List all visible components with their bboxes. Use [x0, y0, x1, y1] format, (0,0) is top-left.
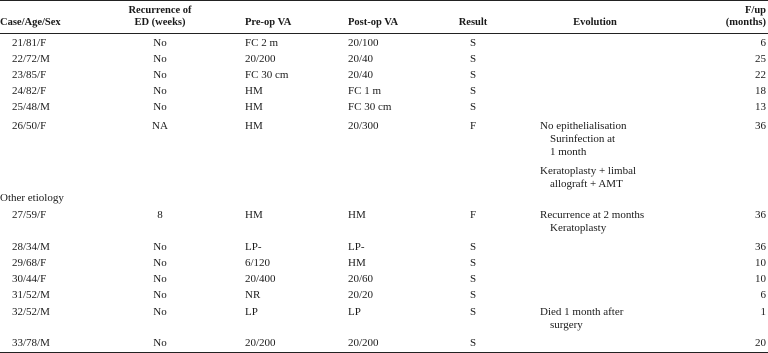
- header-recurrence-line2: ED (weeks): [134, 17, 186, 28]
- cell-postop: FC 1 m: [348, 85, 382, 97]
- header-recurrence-line1: Recurrence of: [128, 5, 192, 16]
- cell-postop: LP: [348, 306, 361, 318]
- cell-case: 23/85/F: [12, 69, 47, 81]
- cell-recurrence: 8: [157, 209, 163, 221]
- cell-result: S: [469, 101, 477, 113]
- cell-case: 31/52/M: [12, 289, 50, 301]
- cell-case: 28/34/M: [12, 241, 50, 253]
- cell-fup: 6: [760, 37, 766, 49]
- header-preop: Pre-op VA: [245, 17, 292, 28]
- cell-fup: 36: [755, 120, 766, 132]
- cell-case: 22/72/M: [12, 53, 50, 65]
- cell-result: S: [469, 337, 477, 349]
- header-fup: [700, 5, 766, 29]
- cell-recurrence: No: [153, 85, 167, 97]
- cell-preop: LP: [245, 306, 258, 318]
- cell-result: F: [469, 209, 477, 221]
- cell-recurrence: No: [153, 101, 167, 113]
- cell-recurrence: NA: [152, 120, 168, 132]
- cell-result: S: [469, 85, 477, 97]
- header-recurrence: [120, 5, 200, 29]
- section-label: Other etiology: [0, 192, 64, 204]
- cell-preop: NR: [245, 289, 261, 301]
- cell-recurrence: No: [153, 53, 167, 65]
- cell-fup: 22: [755, 69, 766, 81]
- cell-fup: 36: [755, 209, 766, 221]
- cell-case: 27/59/F: [12, 209, 47, 221]
- cell-recurrence: No: [153, 273, 167, 285]
- evolution-line: Keratoplasty + limbal: [540, 165, 637, 177]
- cell-fup: 1: [760, 306, 766, 318]
- cell-case: 26/50/F: [12, 120, 47, 132]
- cell-preop: FC 2 m: [245, 37, 279, 49]
- table-top-rule: [0, 0, 768, 1]
- cell-recurrence: No: [153, 69, 167, 81]
- cell-result: S: [469, 69, 477, 81]
- cell-case: 21/81/F: [12, 37, 47, 49]
- cell-preop: LP-: [245, 241, 262, 253]
- cell-result: S: [469, 273, 477, 285]
- cell-fup: 13: [755, 101, 766, 113]
- cell-preop: 6/120: [245, 257, 271, 269]
- cell-preop: HM: [245, 85, 263, 97]
- cell-case: 29/68/F: [12, 257, 47, 269]
- cell-fup: 18: [755, 85, 766, 97]
- evolution-line: 1 month: [550, 146, 587, 158]
- cell-case: 32/52/M: [12, 306, 50, 318]
- header-result: Result: [458, 17, 488, 28]
- cell-fup: 36: [755, 241, 766, 253]
- header-bottom-rule: [0, 33, 768, 34]
- evolution-line: surgery: [550, 319, 583, 331]
- evolution-line: No epithelialisation: [540, 120, 627, 132]
- cell-result: S: [469, 53, 477, 65]
- cell-evolution: [540, 120, 636, 191]
- cell-postop: 20/100: [348, 37, 379, 49]
- evolution-line: Died 1 month after: [540, 306, 624, 318]
- cell-result: S: [469, 257, 477, 269]
- cell-fup: 10: [755, 273, 766, 285]
- cell-postop: HM: [348, 209, 366, 221]
- cell-postop: FC 30 cm: [348, 101, 392, 113]
- cell-recurrence: No: [153, 306, 167, 318]
- header-fup-line1: F/up: [744, 5, 766, 16]
- cell-preop: HM: [245, 101, 263, 113]
- evolution-line: allograft + AMT: [550, 178, 623, 190]
- cell-case: 33/78/M: [12, 337, 50, 349]
- cell-postop: 20/200: [348, 337, 379, 349]
- cell-fup: 20: [755, 337, 766, 349]
- header-case: Case/Age/Sex: [0, 17, 61, 28]
- header-evolution: Evolution: [573, 17, 617, 28]
- cell-postop: LP-: [348, 241, 365, 253]
- cell-result: S: [469, 289, 477, 301]
- cell-result: F: [469, 120, 477, 132]
- cell-recurrence: No: [153, 289, 167, 301]
- cell-fup: 10: [755, 257, 766, 269]
- cell-recurrence: No: [153, 257, 167, 269]
- cell-recurrence: No: [153, 37, 167, 49]
- evolution-line: Recurrence at 2 months: [540, 209, 645, 221]
- cell-case: 24/82/F: [12, 85, 47, 97]
- evolution-line: Keratoplasty: [550, 222, 607, 234]
- cell-preop: 20/400: [245, 273, 276, 285]
- cell-preop: FC 30 cm: [245, 69, 289, 81]
- cell-result: S: [469, 306, 477, 318]
- header-postop: Post-op VA: [348, 17, 399, 28]
- cell-case: 30/44/F: [12, 273, 47, 285]
- cell-evolution: [540, 209, 644, 235]
- cell-preop: HM: [245, 209, 263, 221]
- cell-result: S: [469, 37, 477, 49]
- cell-postop: 20/300: [348, 120, 379, 132]
- cell-postop: 20/20: [348, 289, 374, 301]
- header-fup-line2: (months): [725, 17, 766, 28]
- cell-fup: 6: [760, 289, 766, 301]
- cell-postop: HM: [348, 257, 366, 269]
- cell-postop: 20/40: [348, 69, 374, 81]
- cell-preop: 20/200: [245, 337, 276, 349]
- cell-recurrence: No: [153, 337, 167, 349]
- cell-result: S: [469, 241, 477, 253]
- cell-postop: 20/40: [348, 53, 374, 65]
- evolution-line: Surinfection at: [550, 133, 616, 145]
- cell-fup: 25: [755, 53, 766, 65]
- cell-case: 25/48/M: [12, 101, 50, 113]
- cell-preop: 20/200: [245, 53, 276, 65]
- cell-preop: HM: [245, 120, 263, 132]
- cell-recurrence: No: [153, 241, 167, 253]
- cell-postop: 20/60: [348, 273, 374, 285]
- cell-evolution: [540, 306, 623, 332]
